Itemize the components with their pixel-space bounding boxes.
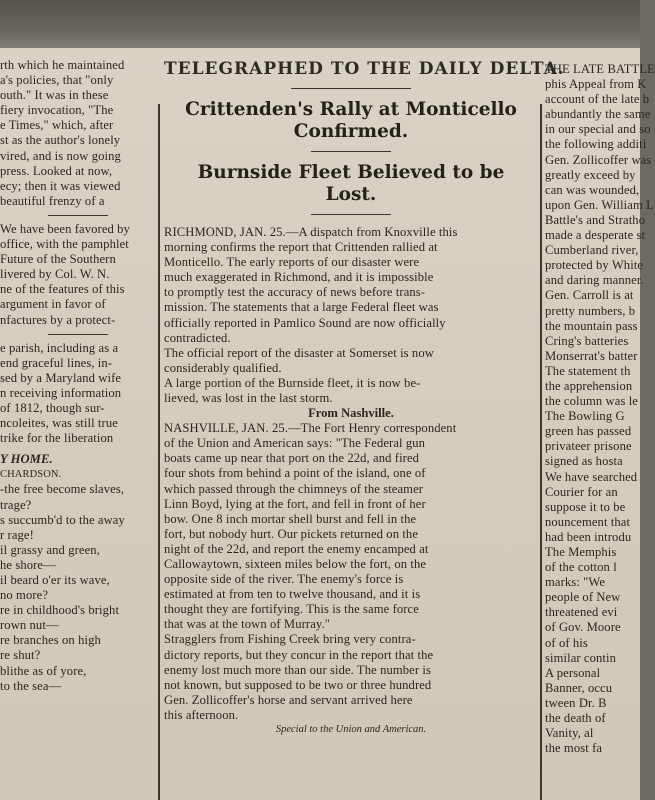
text-line: protected by White	[545, 258, 644, 273]
text-line: Stragglers from Fishing Creek bring very contra-	[164, 632, 416, 647]
headline-rule	[311, 214, 391, 215]
text-line: Gen. Zollicoffer's horse and servant arrived here	[164, 692, 413, 707]
text-line: threatened evi	[545, 605, 618, 620]
left-poem	[0, 482, 156, 693]
text-line: in our special and so	[545, 122, 651, 137]
text-line: dictory reports, but they concur in the report that the	[164, 647, 434, 662]
text-line: nfactures by a protect-	[0, 312, 116, 327]
text-line: officially reported in Pamlico Sound are now officially	[164, 315, 446, 330]
headline-1-line-2: Confirmed.	[293, 121, 409, 142]
text-line: of 1812, though sur-	[0, 400, 105, 415]
text-line: suppose it to be	[545, 499, 626, 514]
text-line: much exaggerated in Richmond, and it is impossible	[164, 270, 434, 285]
text-line: enemy lost much more than our side. The number is	[164, 662, 431, 677]
text-line: bow. One 8 inch mortar shell burst and fell in the	[164, 511, 417, 526]
text-line: Banner, occu	[545, 680, 613, 695]
text-line: e Times," which, after	[0, 118, 114, 133]
text-line: the following additi	[545, 137, 647, 152]
text-line: Linn Boyd, lying at the fort, and fell in front of her	[164, 496, 426, 511]
text-line: press. Looked at now,	[0, 163, 113, 178]
text-line: the apprehension	[545, 378, 633, 393]
text-line: argument in favor of	[0, 297, 106, 312]
text-line: opposite side of the river. The enemy's force is	[164, 572, 404, 587]
subhead-from-nashville: From Nashville.	[308, 406, 394, 421]
text-line: We have searched	[545, 469, 638, 484]
text-line: blithe as of yore,	[0, 663, 87, 678]
text-line: The Memphis	[545, 545, 617, 559]
text-line: Vanity, al	[545, 726, 594, 741]
text-line: Cring's batteries	[545, 333, 629, 348]
text-line: office, with the pamphlet	[0, 237, 129, 252]
left-article-2	[0, 222, 156, 328]
left-column	[0, 58, 156, 694]
nashville-article	[164, 421, 538, 723]
masthead-rule	[291, 88, 411, 89]
text-line: e parish, including as a	[0, 340, 119, 355]
text-line: ne of the features of this	[0, 282, 125, 297]
text-line: rown nut—	[0, 618, 59, 633]
right-column	[545, 62, 655, 756]
text-line: green has passed	[545, 424, 632, 439]
text-line: fort, but nobody hurt. Our pickets returned on the	[164, 526, 419, 541]
text-line: phis Appeal from K	[545, 77, 647, 92]
text-line: Monticello. The early reports of our disaster were	[164, 255, 420, 270]
text-line: outh." It was in these	[0, 88, 109, 103]
text-line: end graceful lines, in-	[0, 355, 113, 370]
text-line: re branches on high	[0, 633, 101, 648]
text-line: similar contin	[545, 650, 617, 665]
text-line: this afternoon.	[164, 707, 239, 722]
text-line: to promptly test the accuracy of news before trans-	[164, 285, 426, 300]
text-line: lieved, was lost in the last storm.	[164, 391, 333, 406]
text-line: THE LATE BATTLE	[545, 62, 655, 76]
text-line: pretty numbers, b	[545, 303, 636, 318]
text-line: tween Dr. B	[545, 695, 607, 710]
headline-1-line-1: Crittenden's Rally at Monticello	[185, 99, 517, 120]
text-line: ecy; then it was viewed	[0, 178, 121, 193]
text-line: NASHVILLE, JAN. 25.—The Fort Henry correspondent	[164, 421, 457, 436]
column-divider	[48, 215, 108, 216]
text-line: trike for the liberation	[0, 431, 114, 446]
headline-2-line-2: Lost.	[325, 184, 377, 205]
headline-2-line-1: Burnside Fleet Believed to be	[197, 162, 505, 183]
text-line: Callowaytown, sixteen miles below the fort, on the	[164, 556, 427, 571]
left-article-3	[0, 341, 156, 447]
text-line: Courier for an	[545, 484, 618, 499]
text-line: il beard o'er its wave,	[0, 573, 110, 587]
main-article	[164, 225, 538, 406]
text-line: greatly exceed by	[545, 167, 636, 182]
text-line: not known, but supposed to be two or three hundred	[164, 677, 432, 692]
text-line: account of the late b	[545, 92, 650, 107]
text-line: the death of	[545, 711, 606, 726]
text-line: re in childhood's bright	[0, 603, 120, 618]
headline-rule	[311, 151, 391, 152]
text-line: r rage!	[0, 527, 34, 542]
column-rule-left	[158, 104, 160, 800]
text-line: signed as hosta	[545, 454, 623, 469]
right-article	[545, 62, 655, 756]
text-line: Future of the Southern	[0, 252, 116, 267]
text-line: he shore—	[0, 557, 56, 572]
text-line: Battle's and Stratho	[545, 212, 646, 227]
poem-author: CHARDSON.	[0, 469, 62, 481]
newspaper-page	[0, 48, 655, 800]
text-line: n receiving information	[0, 385, 122, 400]
text-line: can was wounded,	[545, 182, 640, 197]
text-line: of the Union and American says: "The Federal gun	[164, 436, 426, 451]
text-line: Monserrat's batter	[545, 348, 638, 363]
text-line: to the sea—	[0, 678, 62, 693]
text-line: of Gov. Moore	[545, 620, 621, 635]
text-line: contradicted.	[164, 330, 231, 345]
text-line: s succumb'd to the away	[0, 512, 125, 527]
text-line: The statement th	[545, 363, 631, 378]
text-line: RICHMOND, JAN. 25.—A dispatch from Knoxville this	[164, 225, 458, 239]
text-line: a's policies, that "only	[0, 73, 114, 88]
poem-title: Y HOME.	[0, 452, 53, 467]
text-line: A personal	[545, 665, 601, 680]
text-line: Cumberland river,	[545, 243, 639, 258]
text-line: We have been favored by	[0, 221, 130, 236]
text-line: privateer prisone	[545, 439, 632, 454]
text-line: the most fa	[545, 741, 603, 756]
text-line: nouncement that	[545, 514, 631, 529]
text-line: night of the 22d, and report the enemy encamped at	[164, 541, 429, 556]
text-line: vired, and is now going	[0, 148, 121, 163]
text-line: trage?	[0, 497, 32, 512]
text-line: thought they are fortifying. This is the same force	[164, 602, 419, 617]
dark-background-edge	[0, 0, 640, 52]
text-line: the column was le	[545, 394, 638, 409]
text-line: the mountain pass	[545, 318, 638, 333]
masthead: TELEGRAPHED TO THE DAILY DELTA.	[164, 59, 565, 79]
text-line: Gen. Zollicoffer was	[545, 152, 652, 167]
text-line: sed by a Maryland wife	[0, 370, 122, 385]
text-line: had been introdu	[545, 529, 632, 544]
text-line: fiery invocation, "The	[0, 103, 114, 118]
text-line: boats came up near that port on the 22d, and fired	[164, 451, 420, 466]
text-line: of the cotton l	[545, 560, 617, 575]
middle-column	[164, 58, 565, 737]
text-line: livered by Col. W. N.	[0, 267, 110, 282]
text-line: people of New	[545, 590, 621, 605]
text-line: Gen. Carroll is at	[545, 288, 634, 303]
column-rule-right	[540, 104, 542, 800]
text-line: re shut?	[0, 648, 41, 663]
text-line: of of his	[545, 635, 588, 650]
text-line: no more?	[0, 588, 49, 603]
column-divider	[48, 334, 108, 335]
text-line: which passed through the chimneys of the steamer	[164, 481, 424, 496]
text-line: made a desperate st	[545, 228, 646, 243]
text-line: upon Gen. William L	[545, 197, 654, 212]
left-article-1	[0, 58, 156, 209]
text-line: considerably qualified.	[164, 360, 282, 375]
text-line: st as the author's lonely	[0, 133, 121, 148]
text-line: A large portion of the Burnside fleet, it is now be-	[164, 375, 421, 390]
text-line: marks: "We	[545, 575, 606, 590]
special-dispatch-line: Special to the Union and American.	[275, 724, 427, 735]
text-line: abundantly the same	[545, 107, 651, 122]
text-line: beautiful frenzy of a	[0, 193, 105, 208]
text-line: -the free become slaves,	[0, 482, 125, 497]
text-line: ncoleites, was still true	[0, 416, 118, 431]
text-line: estimated at from ten to twelve thousand, and it is	[164, 587, 421, 602]
text-line: rth which he maintained	[0, 58, 125, 72]
text-line: The Bowling G	[545, 409, 625, 424]
text-line: and daring manner.	[545, 273, 644, 288]
text-line: mission. The statements that a large Federal fleet was	[164, 300, 439, 315]
text-line: The official report of the disaster at Somerset is now	[164, 345, 434, 360]
text-line: that was at the town of Murray."	[164, 617, 330, 632]
text-line: four shots from behind a point of the island, one of	[164, 466, 426, 481]
text-line: morning confirms the report that Crittenden rallied at	[164, 240, 438, 255]
text-line: il grassy and green,	[0, 542, 100, 557]
